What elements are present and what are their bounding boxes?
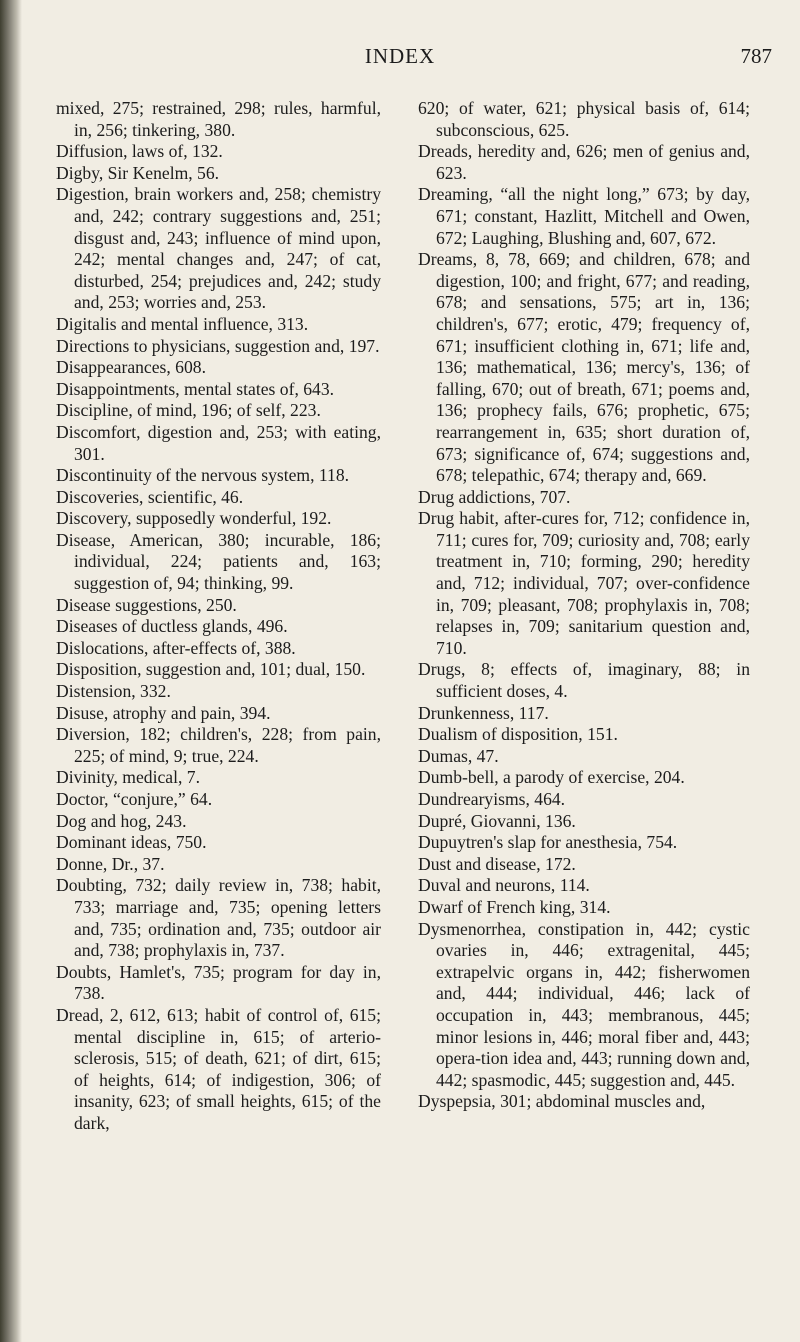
page-number: 787 <box>740 44 772 68</box>
index-column-right <box>418 98 750 1113</box>
index-entry: Digby, Sir Kenelm, 56. <box>56 162 220 183</box>
index-entry: Doubts, Hamlet's, 735; program for day in, 738. <box>56 961 381 1004</box>
index-entry: Dupré, Giovanni, 136. <box>418 810 576 831</box>
index-entry: Discipline, of mind, 196; of self, 223. <box>56 400 321 421</box>
index-entry: Dreaming, “all the night long,” 673; by day, 671; constant, Hazlitt, Mitchell and Owen, 672; Laughing, Blushing and, 607, 672. <box>418 184 750 248</box>
index-entry: Dominant ideas, 750. <box>56 832 207 853</box>
index-entry: Dust and disease, 172. <box>418 853 576 874</box>
page-title: INDEX <box>364 44 436 68</box>
index-entry: Dog and hog, 243. <box>56 810 187 831</box>
index-entry: Drug addictions, 707. <box>418 486 571 507</box>
index-entry: Discovery, supposedly wonderful, 192. <box>56 508 332 529</box>
index-entry: Disappearances, 608. <box>56 357 206 378</box>
index-entry: Digitalis and mental influence, 313. <box>56 313 309 334</box>
index-entry: Duval and neurons, 114. <box>418 875 590 896</box>
index-entry: Diseases of ductless glands, 496. <box>56 616 288 637</box>
index-entry: Directions to physicians, suggestion and, 197. <box>56 335 380 356</box>
index-entry: 620; of water, 621; physical basis of, 614; subconscious, 625. <box>418 98 750 140</box>
index-entry: Dupuytren's slap for anesthesia, 754. <box>418 832 678 853</box>
index-entry: Dyspepsia, 301; abdominal muscles and, <box>418 1091 706 1112</box>
index-entry: Disease, American, 380; incurable, 186; individual, 224; patients and, 163; suggestion of, 94; thinking, 99. <box>56 529 381 594</box>
index-column-left <box>56 98 381 1135</box>
book-binding-shadow <box>0 0 22 1342</box>
index-entry: Dundrearyisms, 464. <box>418 789 566 809</box>
index-entry: Dumas, 47. <box>418 745 499 766</box>
index-entry: Digestion, brain workers and, 258; chemistry and, 242; contrary suggestions and, 251; disgust and, 243; influence of mind upon, 242; mental changes and, 247; of cat, disturbed, 254; prejudices and, 242; study and, 253; worries and, 253. <box>56 184 381 313</box>
index-entry: Doubting, 732; daily review in, 738; habit, 733; marriage and, 735; opening letters and, 735; ordination and, 735; outdoor air and, 738; prophylaxis in, 737. <box>56 875 381 961</box>
index-entry: Diversion, 182; children's, 228; from pain, 225; of mind, 9; true, 224. <box>56 724 381 766</box>
index-entry: Disposition, suggestion and, 101; dual, 150. <box>56 659 366 680</box>
index-entry: Dread, 2, 612, 613; habit of control of, 615; mental discipline in, 615; of arterio-sclerosis, 515; of death, 621; of dirt, 615; of heights, 614; of indigestion, 306; of insanity, 623; of small heights, 615; of the dark, <box>56 1004 381 1133</box>
index-entry: Doctor, “conjure,” 64. <box>56 789 213 809</box>
page-header <box>0 44 800 74</box>
index-entry: Dwarf of French king, 314. <box>418 896 611 917</box>
index-entry: Dreams, 8, 78, 669; and children, 678; and digestion, 100; and fright, 677; and reading, 678; and sensations, 575; art in, 136; children's, 677; erotic, 479; frequency of, 671; insufficient clothing in, 671; life and, 136; mathematical, 136; mercy's, 136; of falling, 670; out of breath, 671; poems and, 136; prophecy fails, 676; prophetic, 675; rearrangement in, 635; short duration of, 673; significance of, 674; suggestions and, 678; telepathic, 674; therapy and, 669. <box>418 249 750 486</box>
index-entry: Dualism of disposition, 151. <box>418 724 618 745</box>
index-entry: Disappointments, mental states of, 643. <box>56 378 335 399</box>
index-entry: Diffusion, laws of, 132. <box>56 141 223 162</box>
index-entry: Disease suggestions, 250. <box>56 594 237 615</box>
index-entry: Drunkenness, 117. <box>418 702 549 723</box>
index-entry: Divinity, medical, 7. <box>56 767 200 788</box>
index-entry: Disuse, atrophy and pain, 394. <box>56 702 271 723</box>
index-entry: Dreads, heredity and, 626; men of genius and, 623. <box>418 141 750 183</box>
index-entry: Discontinuity of the nervous system, 118. <box>56 465 350 486</box>
index-entry: Dysmenorrhea, constipation in, 442; cystic ovaries in, 446; extragenital, 445; extrapelvic organs in, 442; fisherwomen and, 444; individual, 446; lack of occupation in, 443; membranous, 445; minor lesions in, 446; moral fiber and, 443; opera-tion idea and, 443; running down and, 442; spasmodic, 445; suggestion and, 445. <box>418 918 750 1090</box>
index-entry: Distension, 332. <box>56 681 171 702</box>
index-entry: Dumb-bell, a parody of exercise, 204. <box>418 767 685 788</box>
index-entry: mixed, 275; restrained, 298; rules, harmful, in, 256; tinkering, 380. <box>56 98 381 140</box>
index-entry: Dislocations, after-effects of, 388. <box>56 637 296 658</box>
index-entry: Discoveries, scientific, 46. <box>56 486 244 507</box>
index-entry: Discomfort, digestion and, 253; with eating, 301. <box>56 421 381 464</box>
index-entry: Donne, Dr., 37. <box>56 853 165 874</box>
index-entry: Drug habit, after-cures for, 712; confidence in, 711; cures for, 709; curiosity and, 708; early treatment in, 710; forming, 290; heredity and, 712; individual, 707; over-confidence in, 709; pleasant, 708; prophylaxis in, 708; relapses in, 709; sanitarium question and, 710. <box>418 508 750 658</box>
index-entry: Drugs, 8; effects of, imaginary, 88; in sufficient doses, 4. <box>418 659 750 702</box>
